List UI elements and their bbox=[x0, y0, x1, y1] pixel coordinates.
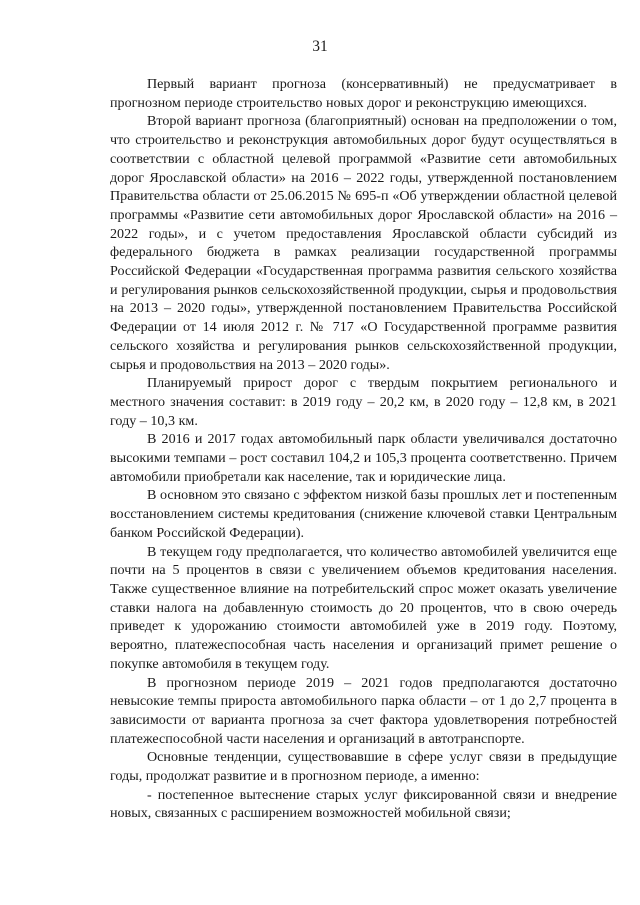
paragraph-list-item: - постепенное вытеснение старых услуг фиксированной связи и внедрение новых, связанных с расширением возможностей мобильной связи; bbox=[110, 786, 617, 822]
paragraph-forecast-favorable: Второй вариант прогноза (благоприятный) основан на предположении о том, что строительство и реконструкция автомобильных дорог будут осуществляться в соответствии с областной целевой программой «Развитие сети автомобильных дорог Ярославской области» на 2016 – 2022 годы, утвержденной постановлением Правительства области от 25.06.2015 № 695-п «Об утверждении областной целевой программы «Развитие сети автомобильных дорог Ярославской области» на 2016 – 2022 годы», и с учетом предоставления Ярославской области субсидий из федерального бюджета в рамках реализации государственной программы Российской Федерации «Государственная программа развития сельского хозяйства и регулирования рынков сельскохозяйственной продукции, сырья и продовольствия на 2013 – 2020 годы», утвержденной постановлением Правительства Российской Федерации от 14 июля 2012 г. № 717 «О Государственной программе развития сельского хозяйства и регулирования рынков сельскохозяйственной продукции, сырья и продовольствия на 2013 – 2020 годы». bbox=[110, 113, 617, 373]
paragraph-low-base-effect: В основном это связано с эффектом низкой базы прошлых лет и постепенным восстановлением системы кредитования (снижение ключевой ставки Центральным банком Российской Федерации). bbox=[110, 487, 617, 541]
paragraph-communication-trends: Основные тенденции, существовавшие в сфере услуг связи в предыдущие годы, продолжат развитие и в прогнозном периоде, а именно: bbox=[110, 749, 617, 785]
paragraph-road-growth: Планируемый прирост дорог с твердым покрытием регионального и местного значения составит: в 2019 году – 20,2 км, в 2020 году – 12,8 км, в 2021 году – 10,3 км. bbox=[110, 375, 617, 429]
paragraph-forecast-conservative: Первый вариант прогноза (консервативный) не предусматривает в прогнозном периоде строительство новых дорог и реконструкцию имеющихся. bbox=[110, 76, 617, 111]
body-text bbox=[110, 75, 617, 823]
paragraph-car-fleet-growth: В 2016 и 2017 годах автомобильный парк области увеличивался достаточно высокими темпами – рост составил 104,2 и 105,3 процента соответственно. Причем автомобили приобретали как население, так и юридические лица. bbox=[110, 431, 617, 485]
page-number: 31 bbox=[312, 38, 328, 55]
paragraph-current-year: В текущем году предполагается, что количество автомобилей увеличится еще почти на 5 процентов в связи с увеличением объемов кредитования населения. Также существенное влияние на потребительский спрос может оказать увеличение ставки налога на добавленную стоимость до 20 процентов, что в свою очередь приведет к удорожанию стоимости автомобилей уже в 2019 году. Поэтому, вероятно, платежеспособная часть населения и организаций примет решение о покупке автомобиля в текущем году. bbox=[110, 543, 617, 672]
paragraph-forecast-period: В прогнозном периоде 2019 – 2021 годов предполагаются достаточно невысокие темпы прироста автомобильного парка области – от 1 до 2,7 процента в зависимости от варианта прогноза за счет фактора удовлетворения потребностей платежеспособной части населения и организаций в автотранспорте. bbox=[110, 674, 617, 747]
